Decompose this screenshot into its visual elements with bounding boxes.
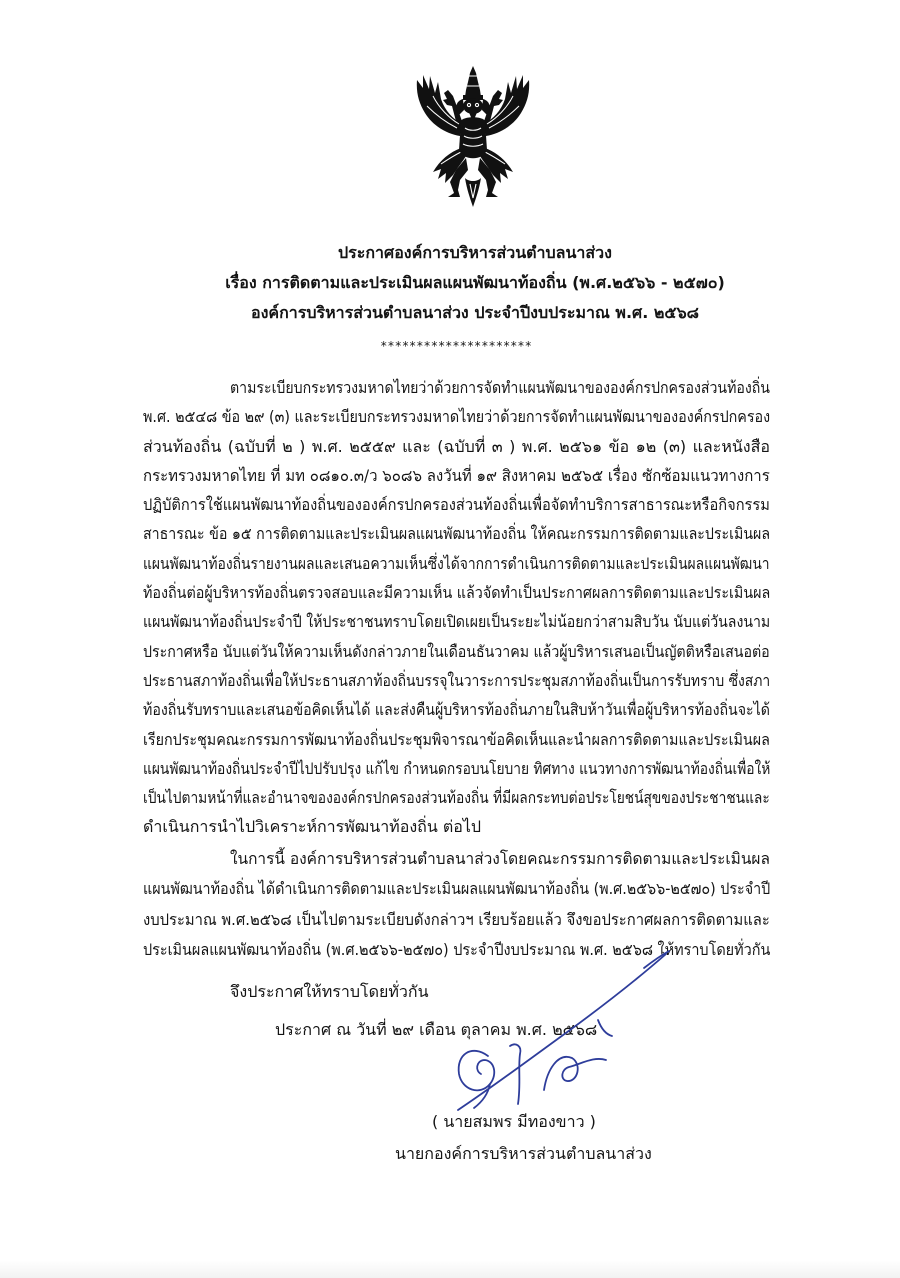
body-text-line: ท้องถิ่นรับทราบและเสนอข้อคิดเห็นได้ และส่งคืนผู้บริหารท้องถิ่นภายในสิบห้าวันเพื่อผู้บริหารท้องถิ่นจะได้ <box>143 700 770 720</box>
body-text-line: ในการนี้ องค์การบริหารส่วนตำบลนาส่วงโดยคณะกรรมการติดตามและประเมินผล <box>230 849 770 868</box>
announcement-date: ประกาศ ณ วันที่ ๒๙ เดือน ตุลาคม พ.ศ. ๒๕๖๘ <box>275 1020 598 1039</box>
paragraph-regulation-basis <box>143 373 770 842</box>
body-text-line: งบประมาณ พ.ศ.๒๕๖๘ เป็นไปตามระเบียบดังกล่าวฯ เรียบร้อยแล้ว จึงขอประกาศผลการติดตามและ <box>143 909 770 929</box>
body-text-line: ตามระเบียบกระทรวงมหาดไทยว่าด้วยการจัดทำแผนพัฒนาขององค์กรปกครองส่วนท้องถิ่น <box>230 378 770 397</box>
closing-statement: จึงประกาศให้ทราบโดยทั่วกัน <box>230 982 429 1001</box>
body-text-line: ประเมินผลแผนพัฒนาท้องถิ่น (พ.ศ.๒๕๖๖-๒๕๗๐) ประจำปีงบประมาณ พ.ศ. ๒๕๖๘ ให้ทราบโดยทั่วกัน <box>143 939 771 959</box>
signer-name: ( นายสมพร มีทองขาว ) <box>432 1112 596 1131</box>
body-text-line: แผนพัฒนาท้องถิ่นรายงานผลและเสนอความเห็นซึ่งได้จากการดำเนินการติดตามและประเมินผลแผนพัฒนา <box>143 553 770 573</box>
body-text-line: กระทรวงมหาดไทย ที่ มท ๐๘๑๐.๓/ว ๖๐๘๖ ลงวันที่ ๑๙ สิงหาคม ๒๕๖๕ เรื่อง ซักซ้อมแนวทางการ <box>143 465 770 485</box>
paragraph-announcement <box>143 844 770 965</box>
title-line-fiscal-year: องค์การบริหารส่วนตำบลนาส่วง ประจำปีงบประมาณ พ.ศ. ๒๕๖๘ <box>250 303 700 322</box>
body-text-line: แผนพัฒนาท้องถิ่น ได้ดำเนินการติดตามและประเมินผลแผนพัฒนาท้องถิ่น (พ.ศ.๒๕๖๖-๒๕๗๐) ประจำปี <box>143 879 771 899</box>
signer-position: นายกองค์การบริหารส่วนตำบลนาส่วง <box>395 1144 652 1163</box>
body-text-line: ส่วนท้องถิ่น (ฉบับที่ ๒ ) พ.ศ. ๒๕๕๙ และ (ฉบับที่ ๓ ) พ.ศ. ๒๕๖๑ ข้อ ๑๒ (๓) และหนังสือ <box>143 436 770 456</box>
body-text-line: ท้องถิ่นต่อผู้บริหารท้องถิ่นตรวจสอบและมีความเห็น แล้วจัดทำเป็นประกาศผลการติดตามและประเมินผล <box>143 583 771 603</box>
title-line-subject: เรื่อง การติดตามและประเมินผลแผนพัฒนาท้องถิ่น (พ.ศ.๒๕๖๖ - ๒๕๗๐) <box>225 273 725 292</box>
body-text-line: เป็นไปตามหน้าที่และอำนาจขององค์กรปกครองส่วนท้องถิ่น ที่มีผลกระทบต่อประโยชน์สุขของประชาชนและ <box>143 788 770 808</box>
body-text-line: ปฏิบัติการใช้แผนพัฒนาท้องถิ่นขององค์กรปกครองส่วนท้องถิ่นเพื่อจัดทำบริการสาธารณะหรือกิจกรรม <box>143 495 770 515</box>
body-text-line: ประกาศหรือ นับแต่วันให้ความเห็นดังกล่าวภายในเดือนธันวาคม แล้วผู้บริหารเสนอเป็นญัตติหรือเสนอต่อ <box>143 641 770 661</box>
title-line-issuer: ประกาศองค์การบริหารส่วนตำบลนาส่วง <box>338 243 612 262</box>
body-text-line: เรียกประชุมคณะกรรมการพัฒนาท้องถิ่นประชุมพิจารณาข้อคิดเห็นและนำผลการติดตามและประเมินผล <box>143 729 770 749</box>
body-text-line: ดำเนินการนำไปวิเคราะห์การพัฒนาท้องถิ่น ต่อไป <box>143 817 482 837</box>
body-text-line: แผนพัฒนาท้องถิ่นประจำปีไปปรับปรุง แก้ไข กำหนดกรอบนโยบาย ทิศทาง แนวทางการพัฒนาท้องถิ่นเพื่อให้ <box>143 758 771 778</box>
announcement-title <box>125 238 825 328</box>
separator-stars: ********************* <box>380 339 532 353</box>
garuda-body <box>417 66 529 207</box>
body-text-line: แผนพัฒนาท้องถิ่นประจำปี ให้ประชาชนทราบโดยเปิดเผยเป็นระยะไม่น้อยกว่าสามสิบวัน นับแต่วันลงนาม <box>143 612 771 632</box>
garuda-emblem-graphic <box>413 66 533 208</box>
scan-edge-shadow <box>0 1260 900 1278</box>
body-text-line: สาธารณะ ข้อ ๑๕ การติดตามและประเมินผลแผนพัฒนาท้องถิ่น ให้คณะกรรมการติดตามและประเมินผล <box>143 524 771 544</box>
garuda-emblem-icon <box>413 66 533 208</box>
body-text-line: ประธานสภาท้องถิ่นเพื่อให้ประธานสภาท้องถิ่นบรรจุในวาระการประชุมสภาท้องถิ่นเป็นการรับทราบ ซึ่งสภา <box>143 670 771 690</box>
body-text-line: พ.ศ. ๒๕๔๘ ข้อ ๒๙ (๓) และระเบียบกระทรวงมหาดไทยว่าด้วยการจัดทำแผนพัฒนาขององค์กรปกครอง <box>143 407 771 427</box>
